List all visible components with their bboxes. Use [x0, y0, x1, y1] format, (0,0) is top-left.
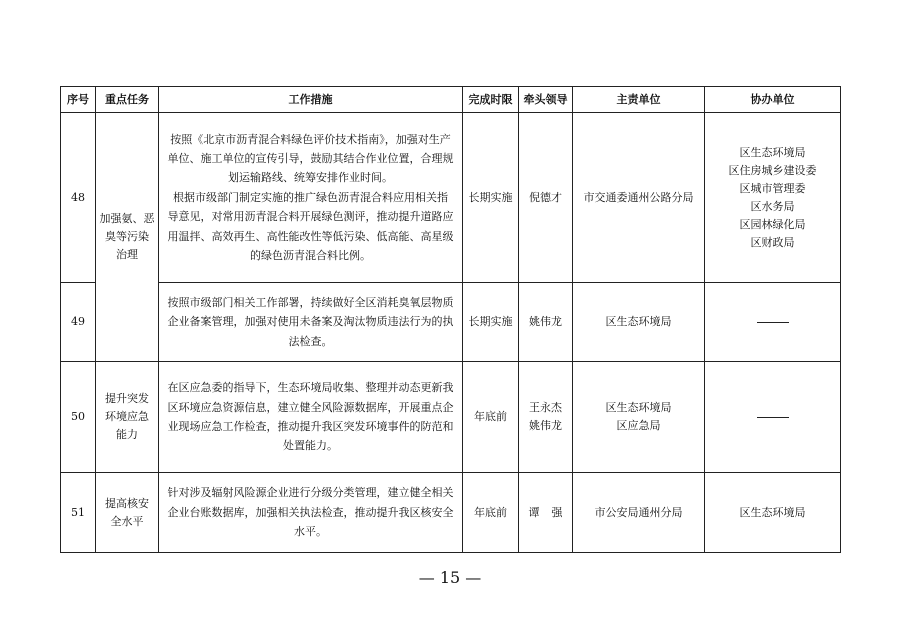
- row-assist-unit: [705, 473, 841, 553]
- task-line: 环境应急: [105, 410, 149, 423]
- measure-line: 单位、施工单位的宣传引导，鼓励其结合作业位置，合理规: [167, 151, 454, 165]
- table-row: [61, 473, 841, 553]
- main-unit-name: 区应急局: [616, 419, 661, 432]
- header-assist-unit: 协办单位: [705, 87, 841, 113]
- measure-line: 划运输路线、统筹安排作业时间。: [228, 171, 393, 185]
- header-main-unit: 主责单位: [573, 87, 705, 113]
- row-task: [96, 362, 159, 473]
- measure-line: 法检查。: [288, 334, 333, 348]
- assist-unit-name: 区园林绿化局: [739, 217, 806, 231]
- row-main-unit: [573, 113, 705, 283]
- row-assist-unit: [705, 283, 841, 362]
- task-line: 提升突发: [105, 392, 149, 405]
- leader-name: 王永杰: [529, 401, 562, 414]
- row-no: 48: [61, 113, 96, 283]
- measure-line: 的绿色沥青混合料比例。: [250, 249, 371, 263]
- main-unit-name: 市交通委通州公路分局: [583, 190, 694, 204]
- leader-name: 强: [551, 505, 563, 519]
- measure-line: 按照《北京市沥青混合料绿色评价技术指南》，加强对生产: [170, 132, 451, 146]
- measure-line: 按照市级部门相关工作部署，持续做好全区消耗臭氧层物质: [167, 295, 454, 309]
- row-main-unit: [573, 473, 705, 553]
- measure-line: 水平。: [294, 525, 327, 539]
- assist-unit-name: 区生态环境局: [739, 505, 806, 519]
- table-row: [61, 362, 841, 473]
- task-line: 提高核安: [105, 496, 149, 510]
- leader-name: 姚伟龙: [529, 315, 562, 328]
- header-task: 重点任务: [96, 87, 159, 113]
- row-no: 50: [61, 362, 96, 473]
- row-measure: [159, 473, 463, 553]
- main-unit-name: 市公安局通州分局: [594, 505, 683, 519]
- measure-line: 业现场应急工作检查，推动提升我区突发环境事件的防范和: [167, 420, 454, 433]
- task-line: 臭等污染: [105, 230, 149, 243]
- row-measure: [159, 362, 463, 473]
- row-measure: [159, 113, 463, 283]
- task-line: 能力: [116, 428, 138, 441]
- row-leader: [519, 113, 573, 283]
- leader-name: 倪德才: [529, 190, 562, 204]
- task-line: 治理: [116, 248, 138, 261]
- assist-unit-name: 区水务局: [750, 199, 795, 213]
- measure-line: 处置能力。: [283, 439, 338, 453]
- row-assist-unit: [705, 113, 841, 283]
- measure-line: 在区应急委的指导下，生态环境局收集、整理并动态更新我: [167, 381, 454, 395]
- leader-name: 姚伟龙: [529, 419, 562, 432]
- assist-unit-name: 区生态环境局: [739, 145, 806, 159]
- task-line: 加强氨、恶: [99, 212, 155, 225]
- measure-line: 企业备案管理，加强对使用未备案及淘汰物质违法行为的执: [167, 315, 454, 329]
- table-header-row: [61, 87, 841, 113]
- main-unit-name: 区生态环境局: [605, 315, 672, 328]
- page-number: — 15 —: [418, 568, 482, 587]
- task-table: [60, 86, 841, 553]
- row-assist-unit: [705, 362, 841, 473]
- row-task: [96, 473, 159, 553]
- measure-line: 根据市级部门制定实施的推广绿色沥青混合料应用相关指: [173, 190, 448, 204]
- assist-unit-name: 区住房城乡建设委: [728, 163, 817, 177]
- row-deadline: 年底前: [463, 362, 519, 473]
- assist-unit-name: 区财政局: [750, 235, 795, 249]
- row-task: [96, 113, 159, 362]
- row-no: 51: [61, 473, 96, 553]
- row-leader: [519, 362, 573, 473]
- header-deadline: 完成时限: [463, 87, 519, 113]
- assist-unit-name: 区城市管理委: [739, 181, 806, 195]
- task-line: 全水平: [110, 514, 144, 528]
- row-deadline: 年底前: [463, 473, 519, 553]
- row-no: 49: [61, 283, 96, 362]
- measure-line: 用温拌、高效再生、高性能改性等低污染、低高能、高星级: [167, 229, 454, 243]
- header-no: 序号: [61, 87, 96, 113]
- row-main-unit: [573, 362, 705, 473]
- measure-line: 企业台账数据库，加强相关执法检查，推动提升我区核安全: [167, 505, 454, 519]
- measure-line: 针对涉及辐射风险源企业进行分级分类管理，建立健全相关: [167, 486, 454, 500]
- leader-name: 谭: [528, 505, 540, 519]
- table-row: [61, 283, 841, 362]
- header-measure: 工作措施: [159, 87, 463, 113]
- row-leader: [519, 473, 573, 553]
- main-unit-name: 区生态环境局: [605, 401, 672, 414]
- empty-dash: [757, 322, 789, 323]
- measure-line: 导意见，对常用沥青混合料开展绿色测评，推动提升道路应: [167, 210, 454, 224]
- row-measure: [159, 283, 463, 362]
- row-main-unit: [573, 283, 705, 362]
- row-deadline: 长期实施: [463, 113, 519, 283]
- header-leader: 牵头领导: [519, 87, 573, 113]
- empty-dash: [757, 417, 789, 418]
- row-leader: [519, 283, 573, 362]
- measure-line: 区环境应急资源信息，建立健全风险源数据库，开展重点企: [167, 400, 454, 414]
- row-deadline: 长期实施: [463, 283, 519, 362]
- table-row: [61, 113, 841, 283]
